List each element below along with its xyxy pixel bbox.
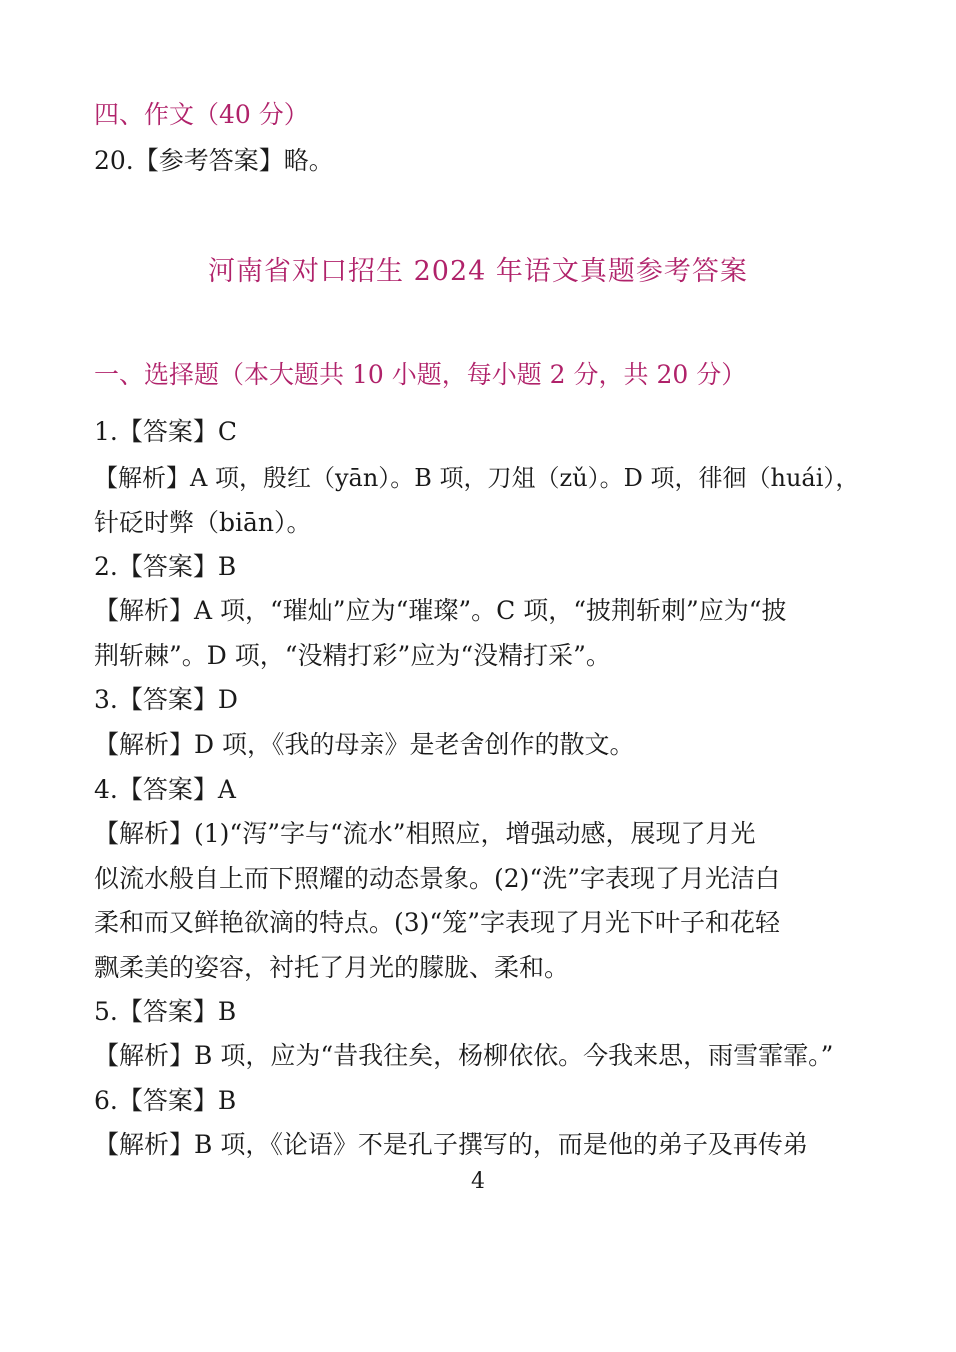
section1-heading: 一、选择题（本大题共 10 小题，每小题 2 分，共 20 分）: [94, 360, 747, 389]
answer-1: 1.【答案】C: [94, 417, 237, 446]
answer-2: 2.【答案】B: [94, 552, 237, 581]
explanation-1-line2: 针砭时弊（biān）。: [94, 508, 312, 537]
answer-20: 20.【参考答案】略。: [94, 146, 334, 175]
explanation-2-line1: 【解析】A 项，“璀灿”应为“璀璨”。C 项，“披荆斩刺”应为“披: [94, 596, 787, 625]
explanation-6-line1: 【解析】B 项，《论语》不是孔子撰写的，而是他的弟子及再传弟: [94, 1130, 808, 1159]
explanation-4-line4: 飘柔美的姿容，衬托了月光的朦胧、柔和。: [94, 953, 570, 982]
explanation-2-line2: 荆斩棘”。D 项，“没精打彩”应为“没精打采”。: [94, 641, 611, 670]
explanation-3-line1: 【解析】D 项，《我的母亲》是老舍创作的散文。: [94, 730, 635, 759]
answer-6: 6.【答案】B: [94, 1086, 237, 1115]
section4-heading: 四、作文（40 分）: [94, 100, 309, 129]
explanation-5-line1: 【解析】B 项，应为“昔我往矣，杨柳依依。今我来思，雨雪霏霏。”: [94, 1041, 834, 1070]
answer-4: 4.【答案】A: [94, 775, 236, 804]
answer-3: 3.【答案】D: [94, 685, 238, 714]
explanation-4-line2: 似流水般自上而下照耀的动态景象。(2)“洗”字表现了月光洁白: [94, 864, 780, 893]
explanation-4-line3: 柔和而又鲜艳欲滴的特点。(3)“笼”字表现了月光下叶子和花轻: [94, 908, 780, 937]
document-title: 河南省对口招生 2024 年语文真题参考答案: [208, 256, 748, 287]
page-number: 4: [471, 1169, 485, 1194]
answer-5: 5.【答案】B: [94, 997, 237, 1026]
explanation-1-line1: 【解析】A 项，殷红（yān）。B 项，刀俎（zǔ）。D 项，徘徊（huái），: [94, 464, 860, 492]
explanation-4-line1: 【解析】(1)“泻”字与“流水”相照应，增强动感，展现了月光: [94, 819, 756, 848]
